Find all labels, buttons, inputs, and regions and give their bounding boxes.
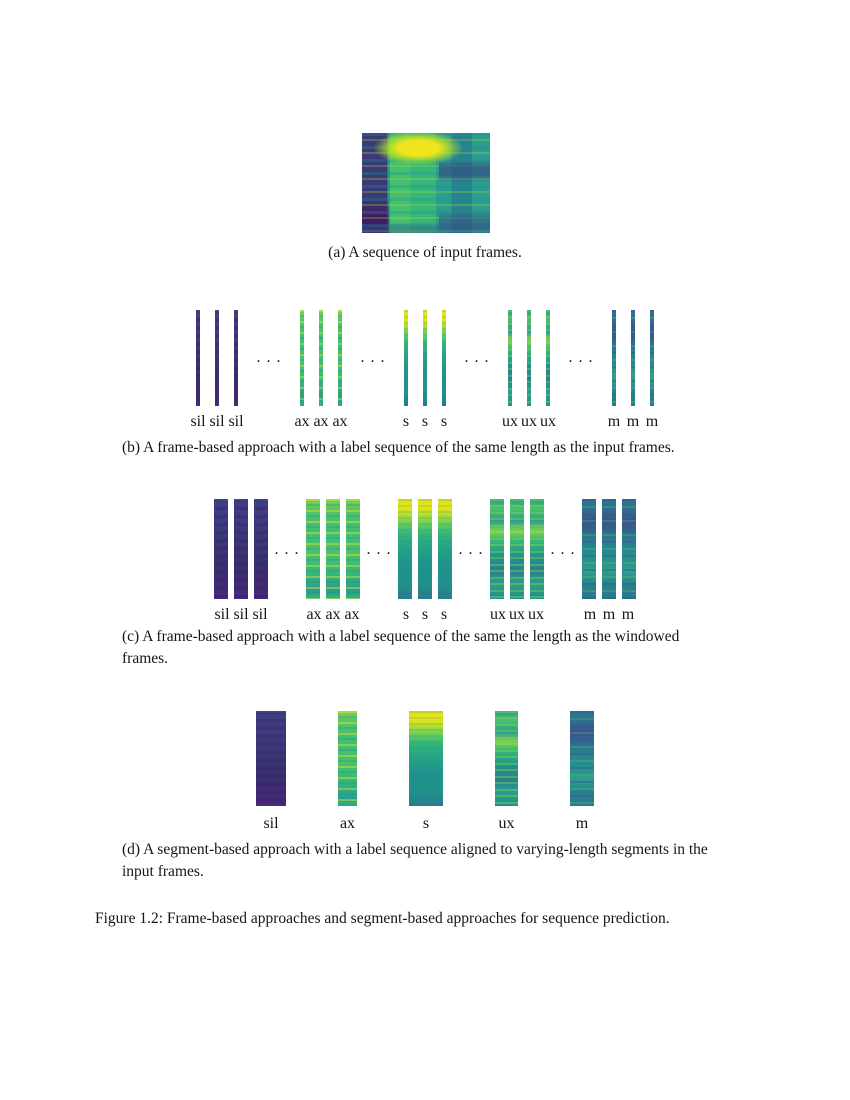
ellipsis: . . . [568,349,594,366]
frame-group-sil [189,310,246,431]
subfigure-b-frames-row [0,310,850,431]
frame-lines-ux [508,310,550,406]
frame-line [527,310,531,406]
window-strip [490,499,504,599]
frame-line [404,310,408,406]
ellipsis: . . . [274,541,300,558]
phone-label: s [440,413,448,430]
frame-labels-s [397,413,454,431]
phone-label: m [626,413,640,430]
phone-label: sil [190,413,206,430]
ellipsis: . . . [464,349,490,366]
segment-group-m [570,711,594,833]
phone-label: sil [209,413,225,430]
segment-m [570,711,594,806]
frame-line [338,310,342,406]
phone-label: m [621,606,635,623]
window-strips-ax [306,499,360,599]
phone-label: m [602,606,616,623]
frame-labels-ux [501,413,558,431]
window-strip [346,499,360,599]
frame-lines-sil [196,310,238,406]
phone-label: s [402,413,410,430]
frame-group-ux [501,310,558,431]
phone-label: s [440,606,448,623]
phone-label: s [421,606,429,623]
phone-label: ax [313,413,329,430]
window-strip [438,499,452,599]
window-labels-m [581,606,638,624]
frame-line [442,310,446,406]
frame-line [508,310,512,406]
window-group-ax [305,499,362,624]
phone-label: m [575,815,589,832]
ellipsis: . . . [366,541,392,558]
subfigure-c-caption: (c) A frame-based approach with a label sequence of the same the length as the windowed frames. [122,628,680,667]
phone-label: ux [498,815,515,832]
frame-labels-sil [189,413,246,431]
window-labels-sil [213,606,270,624]
window-group-sil [213,499,270,624]
ellipsis: . . . [360,349,386,366]
window-strip [326,499,340,599]
phone-label: ux [509,606,525,623]
segment-group-s [409,711,443,833]
frame-line [546,310,550,406]
phone-label: ux [502,413,518,430]
window-strip [582,499,596,599]
segment-ux [495,711,518,806]
window-labels-ux [489,606,546,624]
window-strip [306,499,320,599]
frame-lines-s [404,310,446,406]
phone-label: m [645,413,659,430]
window-strip [418,499,432,599]
segment-group-ux [495,711,518,833]
ellipsis: . . . [458,541,484,558]
input-frames-spectrogram-image [362,133,490,233]
phone-label: s [422,815,430,832]
phone-label: ax [306,606,322,623]
window-strip [214,499,228,599]
window-group-s [397,499,454,624]
frame-lines-m [612,310,654,406]
frame-lines-ax [300,310,342,406]
frame-group-m [605,310,662,431]
frame-line [423,310,427,406]
frame-line [196,310,200,406]
phone-label: ux [490,606,506,623]
window-strip [254,499,268,599]
phone-label: ax [339,815,356,832]
phone-label: sil [263,815,279,832]
subfigure-c-frames-row [0,499,850,624]
phone-label: ux [528,606,544,623]
window-strip [398,499,412,599]
phone-label: ux [521,413,537,430]
frame-line [319,310,323,406]
subfigure-a-caption: (a) A sequence of input frames. [328,244,522,261]
phone-label: sil [214,606,230,623]
frame-line [215,310,219,406]
window-group-m [581,499,638,624]
window-group-ux [489,499,546,624]
window-strip [530,499,544,599]
subfigure-b-caption: (b) A frame-based approach with a label sequence of the same length as the input frames. [122,439,675,456]
window-strips-ux [490,499,544,599]
window-labels-s [397,606,454,624]
phone-label: ax [294,413,310,430]
frame-line [650,310,654,406]
subfigure-d-segments-row [0,711,850,833]
window-labels-ax [305,606,362,624]
frame-group-s [397,310,454,431]
phone-label: s [421,413,429,430]
window-strip [510,499,524,599]
window-strips-m [582,499,636,599]
frame-labels-ax [293,413,350,431]
figure-caption: Figure 1.2: Frame-based approaches and segment-based approaches for sequence prediction. [95,910,670,927]
phone-label: sil [233,606,249,623]
segment-s [409,711,443,806]
window-strip [622,499,636,599]
subfigure-d-caption: (d) A segment-based approach with a label sequence aligned to varying-length segments in the input frames. [122,841,708,880]
frame-line [631,310,635,406]
window-strip [234,499,248,599]
ellipsis: . . . [550,541,576,558]
frame-line [300,310,304,406]
phone-label: ax [325,606,341,623]
phone-label: ax [344,606,360,623]
frame-line [612,310,616,406]
phone-label: m [583,606,597,623]
phone-label: sil [252,606,268,623]
frame-group-ax [293,310,350,431]
window-strips-s [398,499,452,599]
frame-line [234,310,238,406]
window-strips-sil [214,499,268,599]
phone-label: s [402,606,410,623]
phone-label: sil [228,413,244,430]
phone-label: m [607,413,621,430]
segment-ax [338,711,357,806]
segment-group-ax [338,711,357,833]
segment-sil [256,711,286,806]
frame-labels-m [605,413,662,431]
phone-label: ux [540,413,556,430]
window-strip [602,499,616,599]
phone-label: ax [332,413,348,430]
ellipsis: . . . [256,349,282,366]
segment-group-sil [256,711,286,833]
